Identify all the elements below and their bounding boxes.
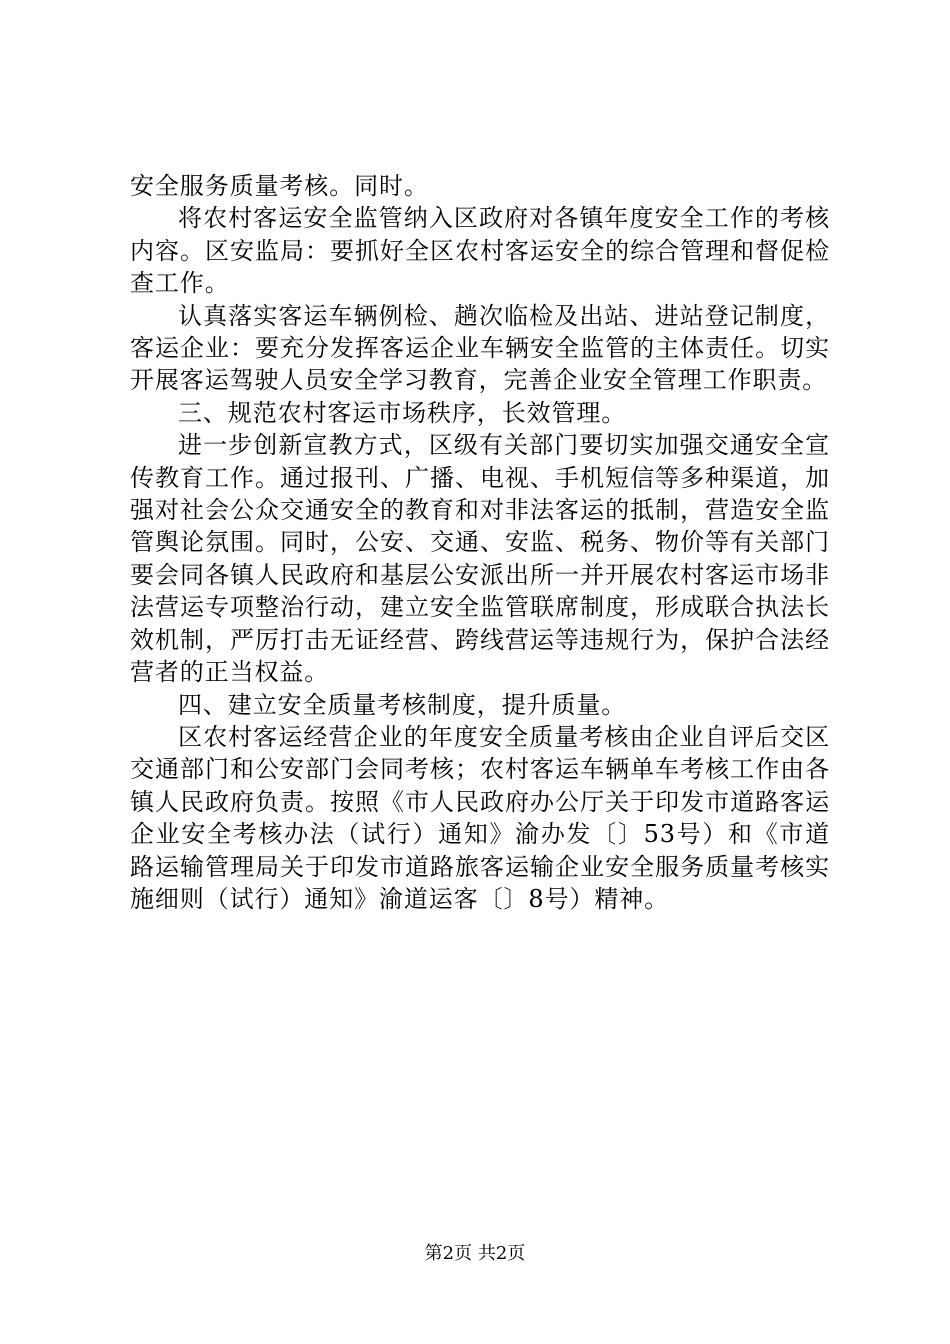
paragraph-quality-assessment: 区农村客运经营企业的年度安全质量考核由企业自评后交区交通部门和公安部门会同考核；农村客运车辆单车考核工作由各镇人民政府负责。按照《市人民政府办公厅关于印发市道路客运企业安全考核办法（试行）通知》渝办发〔〕53号）和《市道路运输管理局关于印发市道路旅客运输企业安全服务质量考核实施细则（试行）通知》渝道运客〔〕8号）精神。	[130, 722, 830, 913]
section-heading-4: 四、建立安全质量考核制度，提升质量。	[178, 690, 627, 719]
paragraph-assessment: 将农村客运安全监管纳入区政府对各镇年度安全工作的考核内容。区安监局：要抓好全区农村客运安全的综合管理和督促检查工作。	[130, 204, 830, 298]
document-body	[130, 170, 830, 915]
paragraph-continuation: 安全服务质量考核。同时。	[130, 172, 429, 200]
paragraph-enterprise-duty: 认真落实客运车辆例检、趟次临检及出站、进站登记制度，客运企业：要充分发挥客运企业车辆安全监管的主体责任。切实开展客运驾驶人员安全学习教育，完善企业安全管理工作职责。	[130, 301, 830, 395]
page-footer: 第2页 共2页	[424, 1243, 526, 1264]
section-heading-3: 三、规范农村客运市场秩序，长效管理。	[178, 398, 627, 427]
paragraph-market-order: 进一步创新宣教方式，区级有关部门要切实加强交通安全宣传教育工作。通过报刊、广播、电视、手机短信等多种渠道，加强对社会公众交通安全的教育和对非法客运的抵制，营造安全监管舆论氛围。同时，公安、交通、安监、税务、物价等有关部门要会同各镇人民政府和基层公安派出所一并开展农村客运市场非法营运专项整治行动，建立安全监管联席制度，形成联合执法长效机制，严厉打击无证经营、跨线营运等违规行为，保护合法经营者的正当权益。	[130, 431, 830, 687]
